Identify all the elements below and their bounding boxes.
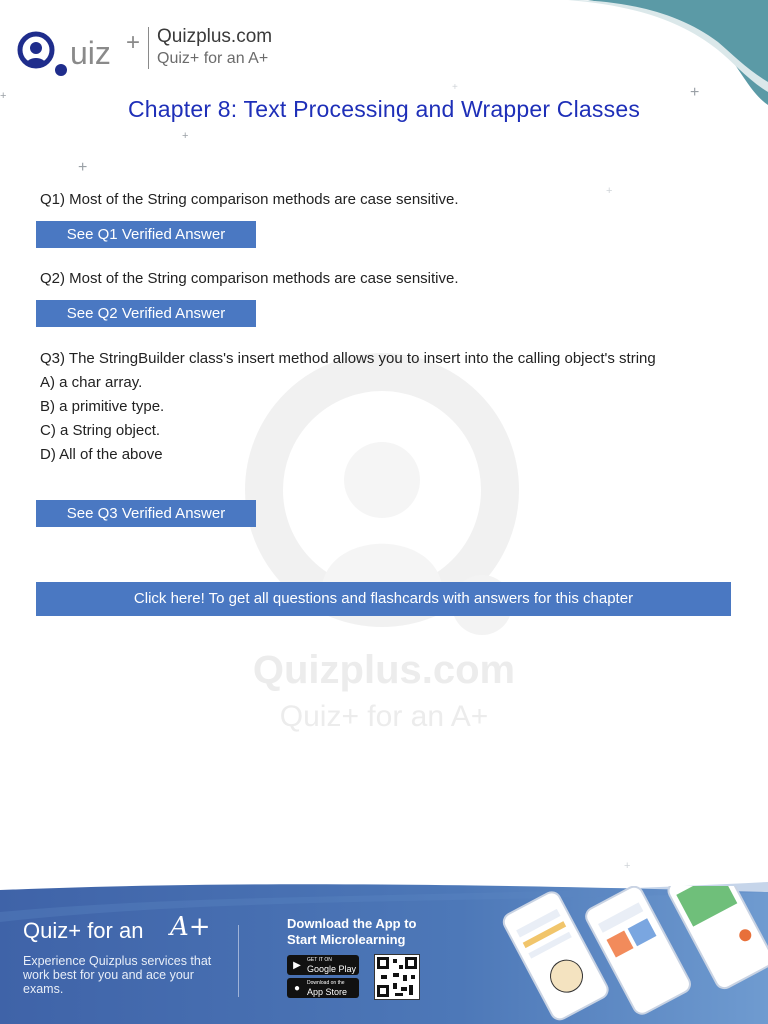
- all-questions-cta-button[interactable]: Click here! To get all questions and flashcards with answers for this chapter: [36, 582, 731, 616]
- app-store-badge[interactable]: [287, 978, 359, 998]
- banner-description: Experience Quizplus services that work best for you and ace your exams.: [23, 954, 212, 996]
- see-q3-answer-button[interactable]: See Q3 Verified Answer: [36, 500, 256, 527]
- svg-text:uiz: uiz: [70, 35, 111, 71]
- svg-text:+: +: [126, 29, 141, 56]
- question-2-text: Q2) Most of the String comparison methods are case sensitive.: [40, 270, 459, 287]
- see-q1-answer-button[interactable]: See Q1 Verified Answer: [36, 221, 256, 248]
- watermark-subtitle: Quiz+ for an A+: [279, 700, 489, 733]
- decorative-wave: [568, 0, 768, 110]
- see-q2-answer-button[interactable]: See Q2 Verified Answer: [36, 300, 256, 327]
- question-3-option-a: A) a char array.: [40, 374, 143, 391]
- logo-divider: [148, 27, 149, 69]
- brand-subtitle: Quiz+ for an A+: [157, 50, 269, 67]
- chapter-title: Chapter 8: Text Processing and Wrapper Classes: [127, 96, 641, 122]
- plus-decoration: +: [606, 185, 613, 197]
- qr-code-icon[interactable]: [374, 954, 420, 1000]
- question-1: [40, 188, 728, 212]
- google-play-icon: ▶: [293, 959, 301, 971]
- quizplus-logo: [16, 28, 148, 80]
- banner-divider: [238, 925, 239, 997]
- quiz-plus-logo-icon: [16, 28, 148, 80]
- app-store-label: App Store: [307, 987, 348, 997]
- download-app-heading: Download the App to Start Microlearning: [287, 916, 417, 947]
- google-play-label: Google Play: [307, 964, 357, 974]
- question-3: [40, 347, 728, 467]
- plus-decoration: +: [0, 90, 7, 102]
- app-store-small-label: Download on the: [307, 980, 345, 986]
- banner-title: Quiz+ for an: [23, 918, 144, 943]
- google-play-badge[interactable]: [287, 955, 359, 975]
- question-3-option-d: D) All of the above: [40, 446, 163, 463]
- plus-decoration: +: [78, 159, 88, 176]
- question-3-option-c: C) a String object.: [40, 422, 161, 439]
- question-3-text: Q3) The StringBuilder class's insert method allows you to insert into the calling object's string: [40, 350, 656, 367]
- apple-icon: ●: [293, 982, 301, 994]
- question-1-text: Q1) Most of the String comparison methods are case sensitive.: [40, 191, 459, 208]
- plus-decoration: +: [452, 82, 458, 93]
- banner-title-accent: A+: [170, 912, 211, 942]
- plus-decoration: +: [690, 84, 700, 101]
- app-phones-illustration: [500, 886, 768, 1024]
- google-play-small-label: GET IT ON: [307, 957, 332, 963]
- watermark-title: Quizplus.com: [252, 648, 516, 692]
- question-2: [40, 267, 728, 291]
- plus-decoration: +: [624, 860, 631, 872]
- brand-title: Quizplus.com: [157, 26, 273, 47]
- question-3-option-b: B) a primitive type.: [40, 398, 165, 415]
- plus-decoration: +: [182, 130, 189, 142]
